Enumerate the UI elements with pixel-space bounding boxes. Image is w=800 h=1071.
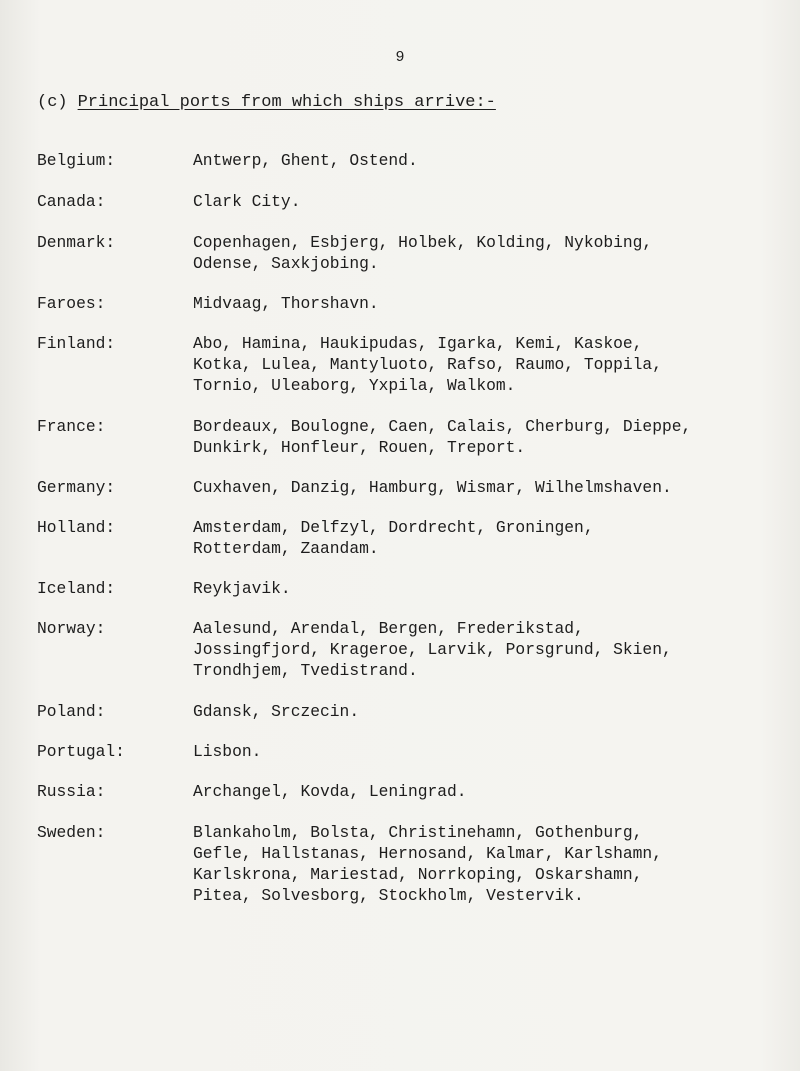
port-line: Tornio, Uleaborg, Yxpila, Walkom. <box>193 376 516 395</box>
port-line: Rotterdam, Zaandam. <box>193 539 379 558</box>
country-name: Holland: <box>37 518 116 537</box>
port-list <box>193 333 662 396</box>
port-list <box>193 781 467 802</box>
port-line: Abo, Hamina, Haukipudas, Igarka, Kemi, Kaskoe, <box>193 334 643 353</box>
port-line: Copenhagen, Esbjerg, Holbek, Kolding, Nykobing, <box>193 233 653 252</box>
page-number: 9 <box>395 49 405 66</box>
port-list <box>193 578 291 599</box>
country-name: Germany: <box>37 478 116 497</box>
port-line: Dunkirk, Honfleur, Rouen, Treport. <box>193 438 526 457</box>
port-list <box>193 618 672 681</box>
section-label: (c) <box>37 93 68 112</box>
port-line: Odense, Saxkjobing. <box>193 254 379 273</box>
port-list <box>193 416 691 458</box>
port-line: Jossingfjord, Krageroe, Larvik, Porsgrund, Skien, <box>193 640 672 659</box>
port-list <box>193 150 418 171</box>
port-line: Bordeaux, Boulogne, Caen, Calais, Cherburg, Dieppe, <box>193 417 692 436</box>
port-line: Kotka, Lulea, Mantyluoto, Rafso, Raumo, Toppila, <box>193 355 662 374</box>
country-name: Portugal: <box>37 742 125 761</box>
port-line: Gefle, Hallstanas, Hernosand, Kalmar, Karlshamn, <box>193 844 662 863</box>
port-line: Gdansk, Srczecin. <box>193 702 360 721</box>
port-list <box>193 822 662 906</box>
country-name: Norway: <box>37 619 106 638</box>
port-list <box>193 741 261 762</box>
port-list <box>193 293 379 314</box>
port-line: Blankaholm, Bolsta, Christinehamn, Gothenburg, <box>193 823 643 842</box>
port-line: Amsterdam, Delfzyl, Dordrecht, Groningen, <box>193 518 594 537</box>
country-name: France: <box>37 417 106 436</box>
port-line: Antwerp, Ghent, Ostend. <box>193 151 418 170</box>
port-list <box>193 477 672 498</box>
port-line: Archangel, Kovda, Leningrad. <box>193 782 467 801</box>
country-name: Belgium: <box>37 151 116 170</box>
port-line: Midvaag, Thorshavn. <box>193 294 379 313</box>
port-line: Aalesund, Arendal, Bergen, Frederikstad, <box>193 619 584 638</box>
port-line: Cuxhaven, Danzig, Hamburg, Wismar, Wilhelmshaven. <box>193 478 672 497</box>
port-list <box>193 517 594 559</box>
port-line: Lisbon. <box>193 742 262 761</box>
port-line: Reykjavik. <box>193 579 291 598</box>
section-heading <box>37 93 496 112</box>
port-line: Karlskrona, Mariestad, Norrkoping, Oskarshamn, <box>193 865 643 884</box>
port-line: Pitea, Solvesborg, Stockholm, Vestervik. <box>193 886 584 905</box>
country-name: Canada: <box>37 192 106 211</box>
section-title: Principal ports from which ships arrive:- <box>77 93 496 112</box>
port-list <box>193 232 652 274</box>
port-line: Clark City. <box>193 192 301 211</box>
country-name: Finland: <box>37 334 116 353</box>
port-list <box>193 191 300 212</box>
country-name: Faroes: <box>37 294 106 313</box>
port-line: Trondhjem, Tvedistrand. <box>193 661 418 680</box>
country-name: Denmark: <box>37 233 116 252</box>
country-name: Iceland: <box>37 579 116 598</box>
country-name: Sweden: <box>37 823 106 842</box>
country-name: Poland: <box>37 702 106 721</box>
country-name: Russia: <box>37 782 106 801</box>
port-list <box>193 701 359 722</box>
